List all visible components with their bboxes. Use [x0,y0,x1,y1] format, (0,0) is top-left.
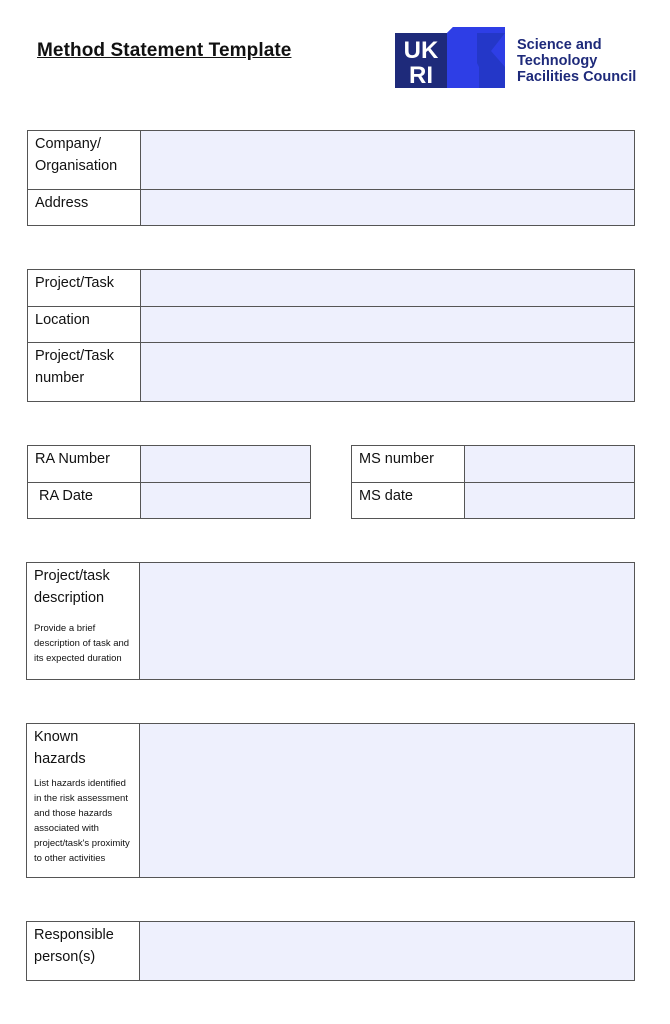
project-task-field[interactable] [141,270,635,307]
ra-date-label: RA Date [28,483,141,519]
logo-line-1: Science and [517,37,602,53]
ukri-stfc-logo [395,27,640,91]
ukri-logo-icon [395,27,507,91]
ms-date-field[interactable] [465,483,635,519]
description-label: Project/task description [34,568,110,606]
ra-table [27,445,311,519]
description-hint: Provide a brief description of task and its expected duration [34,623,130,664]
svg-text:UK: UK [403,37,439,64]
location-field[interactable] [141,307,635,343]
ms-table [351,445,635,519]
ra-number-label: RA Number [28,446,141,483]
hazards-field[interactable] [140,724,635,878]
ms-number-label: MS number [352,446,465,483]
logo-text [517,37,636,85]
project-number-label: Project/Task number [28,343,141,402]
responsible-table [26,921,635,981]
ms-number-field[interactable] [465,446,635,483]
company-field[interactable] [141,131,635,190]
hazards-hint: List hazards identified in the risk assessment and those hazards associated with project/task's proximity to other activities [34,778,130,864]
description-cell [27,563,140,680]
ra-date-field[interactable] [141,483,311,519]
hazards-table [26,723,635,878]
project-table [27,269,635,402]
logo-line-3: Facilities Council [517,69,637,85]
project-number-field[interactable] [141,343,635,402]
project-task-label: Project/Task [28,270,141,307]
address-field[interactable] [141,190,635,226]
hazards-label: Known hazards [34,729,86,767]
address-label: Address [28,190,141,226]
description-table [26,562,635,680]
company-label: Company/ Organisation [28,131,141,190]
responsible-label: Responsible person(s) [27,922,140,981]
logo-line-2: Technology [517,53,598,69]
ms-date-label: MS date [352,483,465,519]
page-title: Method Statement Template [37,40,292,61]
location-label: Location [28,307,141,343]
hazards-cell [27,724,140,878]
ra-number-field[interactable] [141,446,311,483]
responsible-field[interactable] [140,922,635,981]
company-table [27,130,635,226]
svg-text:RI: RI [409,62,433,89]
description-field[interactable] [140,563,635,680]
